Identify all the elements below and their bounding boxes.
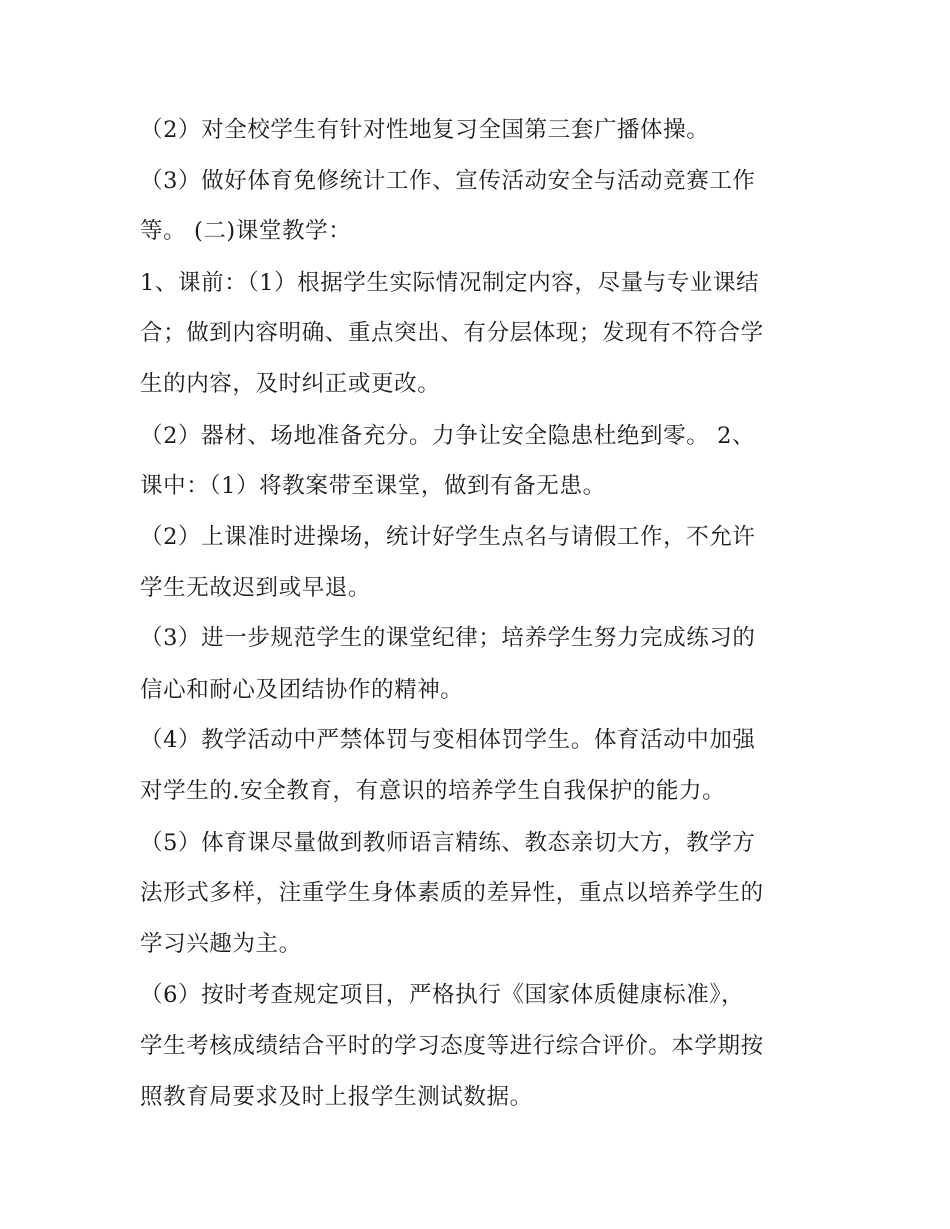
text-line: 课中：（1）将教案带至课堂，做到有备无患。	[140, 473, 606, 499]
text-line: 对学生的.安全教育，有意识的培养学生自我保护的能力。	[140, 778, 726, 804]
text-line: （4）教学活动中严禁体罚与变相体罚学生。体育活动中加强	[140, 727, 756, 753]
text-line: （6）按时考查规定项目，严格执行《国家体质健康标准》，	[140, 982, 745, 1008]
text-line: 信心和耐心及团结协作的精神。	[140, 677, 464, 703]
text-line: 合；做到内容明确、重点突出、有分层体现；发现有不符合学	[140, 320, 764, 346]
text-line: 学生无故迟到或早退。	[140, 575, 372, 601]
text-line: （3）进一步规范学生的课堂纪律；培养学生努力完成练习的	[140, 625, 756, 651]
text-line: 生的内容，及时纠正或更改。	[140, 371, 441, 397]
text-line: 1、课前：（1）根据学生实际情况制定内容，尽量与专业课结	[140, 270, 760, 296]
text-line: （3）做好体育免修统计工作、宣传活动安全与活动竞赛工作	[140, 168, 756, 194]
text-line: （2）对全校学生有针对性地复习全国第三套广播体操。	[140, 117, 710, 143]
text-line: 照教育局要求及时上报学生测试数据。	[140, 1084, 533, 1110]
text-line: 法形式多样，注重学生身体素质的差异性，重点以培养学生的	[140, 880, 764, 906]
text-line: （2）器材、场地准备充分。力争让安全隐患杜绝到零。 2、	[140, 423, 756, 449]
text-line: （5）体育课尽量做到教师语言精练、教态亲切大方，教学方	[140, 830, 756, 856]
text-line: （2）上课准时进操场，统计好学生点名与请假工作，不允许	[140, 524, 756, 550]
text-line: 学习兴趣为主。	[140, 931, 302, 957]
text-line: 学生考核成绩结合平时的学习态度等进行综合评价。本学期按	[140, 1033, 764, 1059]
text-line: 等。 (二)课堂教学：	[140, 218, 352, 244]
